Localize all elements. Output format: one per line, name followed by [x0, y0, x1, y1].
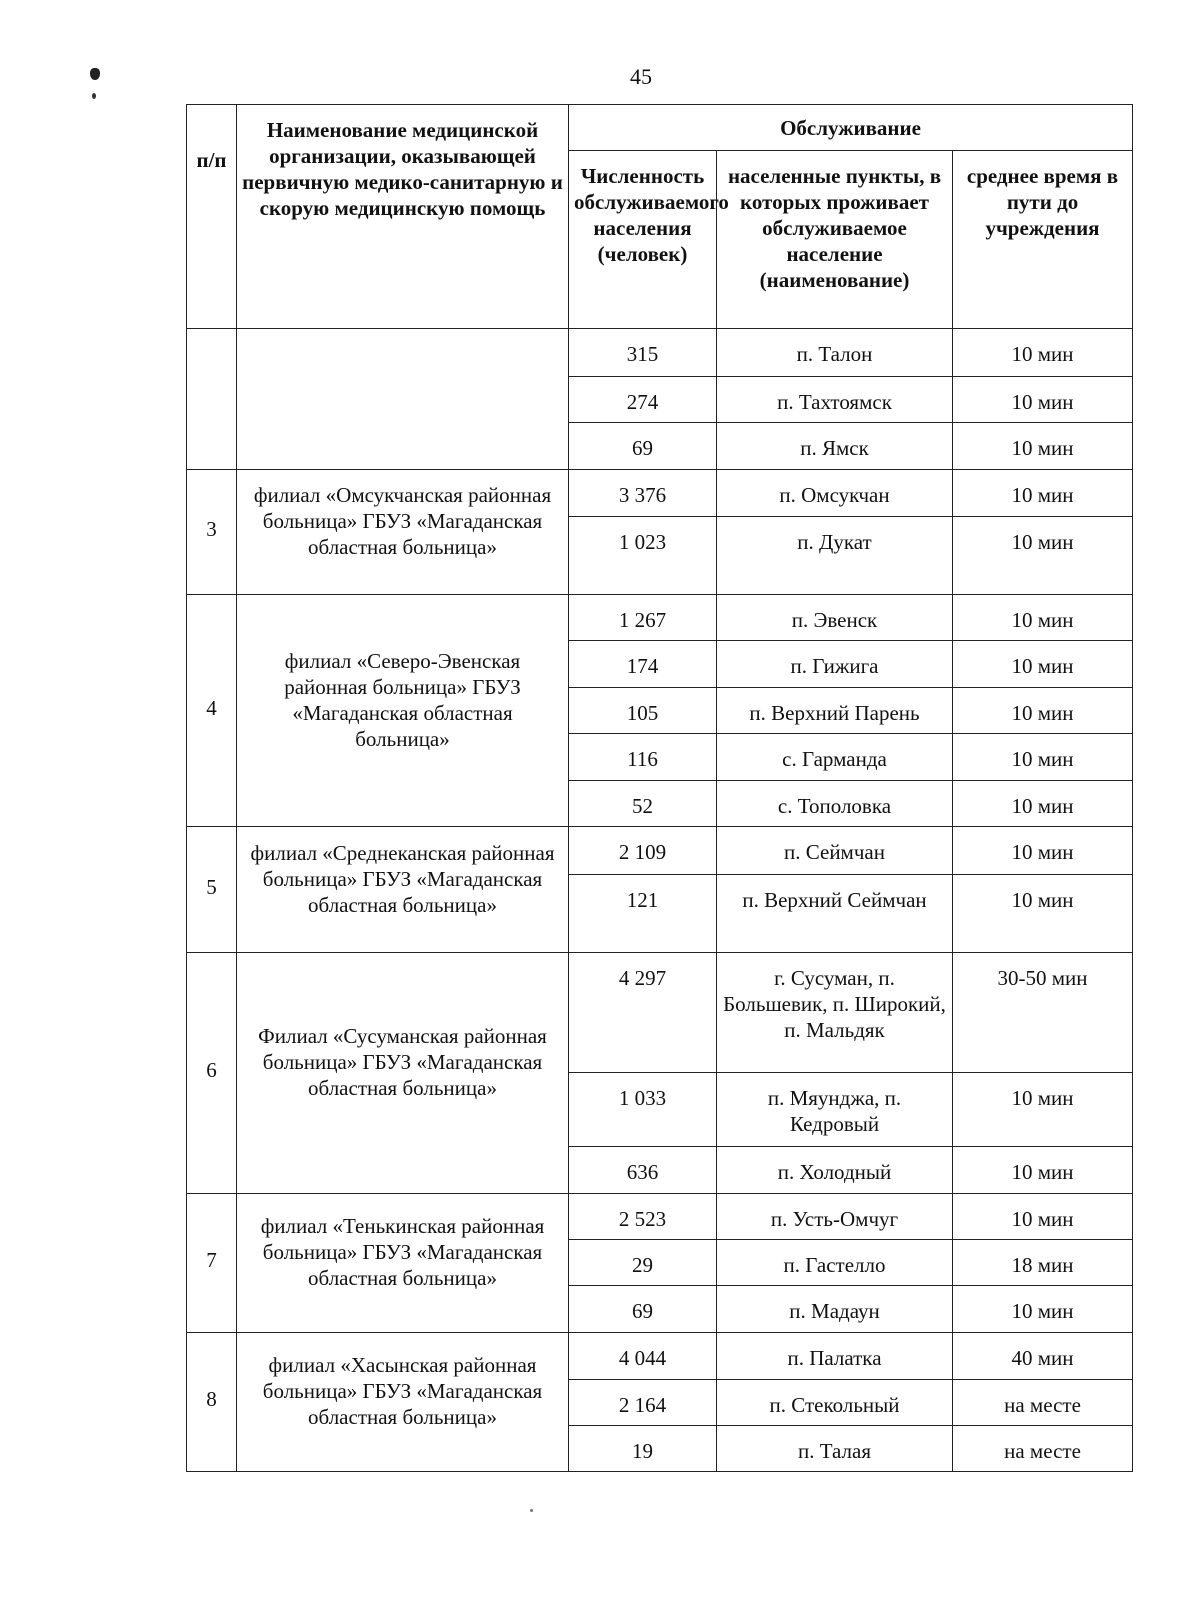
- population-cell: 4 044: [569, 1333, 717, 1380]
- page-number: 45: [630, 64, 652, 89]
- travel-time-cell: 10 мин: [953, 517, 1133, 595]
- settlement-cell: п. Ямск: [717, 423, 953, 470]
- table-row: [187, 595, 1133, 641]
- row-number: 6: [187, 953, 237, 1194]
- settlement-cell: п. Гастелло: [717, 1240, 953, 1286]
- settlement-cell: п. Верхний Парень: [717, 688, 953, 734]
- settlement-cell: п. Мадаун: [717, 1286, 953, 1333]
- table-row: [187, 470, 1133, 517]
- settlement-cell: п. Тахтоямск: [717, 377, 953, 423]
- population-cell: 69: [569, 423, 717, 470]
- scan-speck: [530, 1509, 533, 1512]
- population-cell: 2 109: [569, 827, 717, 875]
- header-org: Наименование медицинской организации, оказывающей первичную медико-санитарную и скорую медицинскую помощь: [237, 105, 569, 329]
- row-number: 3: [187, 470, 237, 595]
- table-row: [187, 953, 1133, 1073]
- header-time: среднее время в пути до учреждения: [953, 151, 1133, 329]
- population-cell: 105: [569, 688, 717, 734]
- settlement-cell: п. Талая: [717, 1426, 953, 1472]
- travel-time-cell: 10 мин: [953, 1286, 1133, 1333]
- settlement-cell: п. Дукат: [717, 517, 953, 595]
- travel-time-cell: 10 мин: [953, 1073, 1133, 1147]
- travel-time-cell: 10 мин: [953, 688, 1133, 734]
- population-cell: 116: [569, 734, 717, 781]
- population-cell: 4 297: [569, 953, 717, 1073]
- travel-time-cell: 10 мин: [953, 875, 1133, 953]
- travel-time-cell: 10 мин: [953, 329, 1133, 377]
- scan-speck: [90, 68, 100, 80]
- travel-time-cell: 10 мин: [953, 595, 1133, 641]
- travel-time-cell: 10 мин: [953, 377, 1133, 423]
- settlement-cell: п. Холодный: [717, 1147, 953, 1194]
- travel-time-cell: 18 мин: [953, 1240, 1133, 1286]
- row-number: 5: [187, 827, 237, 953]
- population-cell: 1 267: [569, 595, 717, 641]
- travel-time-cell: на месте: [953, 1426, 1133, 1472]
- travel-time-cell: 10 мин: [953, 734, 1133, 781]
- row-number: 7: [187, 1194, 237, 1333]
- settlement-cell: п. Палатка: [717, 1333, 953, 1380]
- organization-name: филиал «Среднеканская районная больница» ГБУЗ «Магаданская областная больница»: [237, 827, 569, 953]
- table-row: [187, 1333, 1133, 1380]
- travel-time-cell: 10 мин: [953, 641, 1133, 688]
- travel-time-cell: 10 мин: [953, 781, 1133, 827]
- population-cell: 121: [569, 875, 717, 953]
- population-cell: 3 376: [569, 470, 717, 517]
- population-cell: 274: [569, 377, 717, 423]
- settlement-cell: с. Гарманда: [717, 734, 953, 781]
- population-cell: 19: [569, 1426, 717, 1472]
- settlement-cell: п. Омсукчан: [717, 470, 953, 517]
- population-cell: 2 523: [569, 1194, 717, 1240]
- organization-name: филиал «Северо-Эвенская районная больница» ГБУЗ «Магаданская областная больница»: [237, 595, 569, 827]
- organization-name: [237, 329, 569, 470]
- settlement-cell: п. Усть-Омчуг: [717, 1194, 953, 1240]
- population-cell: 29: [569, 1240, 717, 1286]
- table-row: [187, 329, 1133, 377]
- population-cell: 2 164: [569, 1380, 717, 1426]
- travel-time-cell: 10 мин: [953, 1147, 1133, 1194]
- header-num: п/п: [187, 105, 237, 329]
- row-number: 8: [187, 1333, 237, 1472]
- population-cell: 1 023: [569, 517, 717, 595]
- settlement-cell: п. Сеймчан: [717, 827, 953, 875]
- organization-name: филиал «Омсукчанская районная больница» ГБУЗ «Магаданская областная больница»: [237, 470, 569, 595]
- organization-name: филиал «Хасынская районная больница» ГБУЗ «Магаданская областная больница»: [237, 1333, 569, 1472]
- settlement-cell: п. Стекольный: [717, 1380, 953, 1426]
- header-population: Численность обслуживаемого населения (человек): [569, 151, 717, 329]
- settlement-cell: п. Верхний Сеймчан: [717, 875, 953, 953]
- scan-speck: [92, 93, 96, 99]
- population-cell: 315: [569, 329, 717, 377]
- settlement-cell: п. Эвенск: [717, 595, 953, 641]
- population-cell: 69: [569, 1286, 717, 1333]
- row-number: [187, 329, 237, 470]
- organization-name: филиал «Тенькинская районная больница» ГБУЗ «Магаданская областная больница»: [237, 1194, 569, 1333]
- travel-time-cell: 10 мин: [953, 423, 1133, 470]
- settlement-cell: с. Тополовка: [717, 781, 953, 827]
- row-number: 4: [187, 595, 237, 827]
- settlement-cell: п. Мяунджа, п. Кедровый: [717, 1073, 953, 1147]
- population-cell: 1 033: [569, 1073, 717, 1147]
- table-row: [187, 827, 1133, 875]
- travel-time-cell: на месте: [953, 1380, 1133, 1426]
- organization-name: Филиал «Сусуманская районная больница» ГБУЗ «Магаданская областная больница»: [237, 953, 569, 1194]
- travel-time-cell: 10 мин: [953, 470, 1133, 517]
- settlement-cell: п. Гижига: [717, 641, 953, 688]
- travel-time-cell: 10 мин: [953, 827, 1133, 875]
- population-cell: 174: [569, 641, 717, 688]
- header-service: Обслуживание: [569, 105, 1133, 151]
- travel-time-cell: 10 мин: [953, 1194, 1133, 1240]
- header-settlements: населенные пункты, в которых проживает обслуживаемое население (наименование): [717, 151, 953, 329]
- settlement-cell: г. Сусуман, п. Большевик, п. Широкий, п. Мальдяк: [717, 953, 953, 1073]
- travel-time-cell: 40 мин: [953, 1333, 1133, 1380]
- settlement-cell: п. Талон: [717, 329, 953, 377]
- population-cell: 52: [569, 781, 717, 827]
- service-table: [186, 104, 1133, 1472]
- table-row: [187, 1194, 1133, 1240]
- population-cell: 636: [569, 1147, 717, 1194]
- travel-time-cell: 30-50 мин: [953, 953, 1133, 1073]
